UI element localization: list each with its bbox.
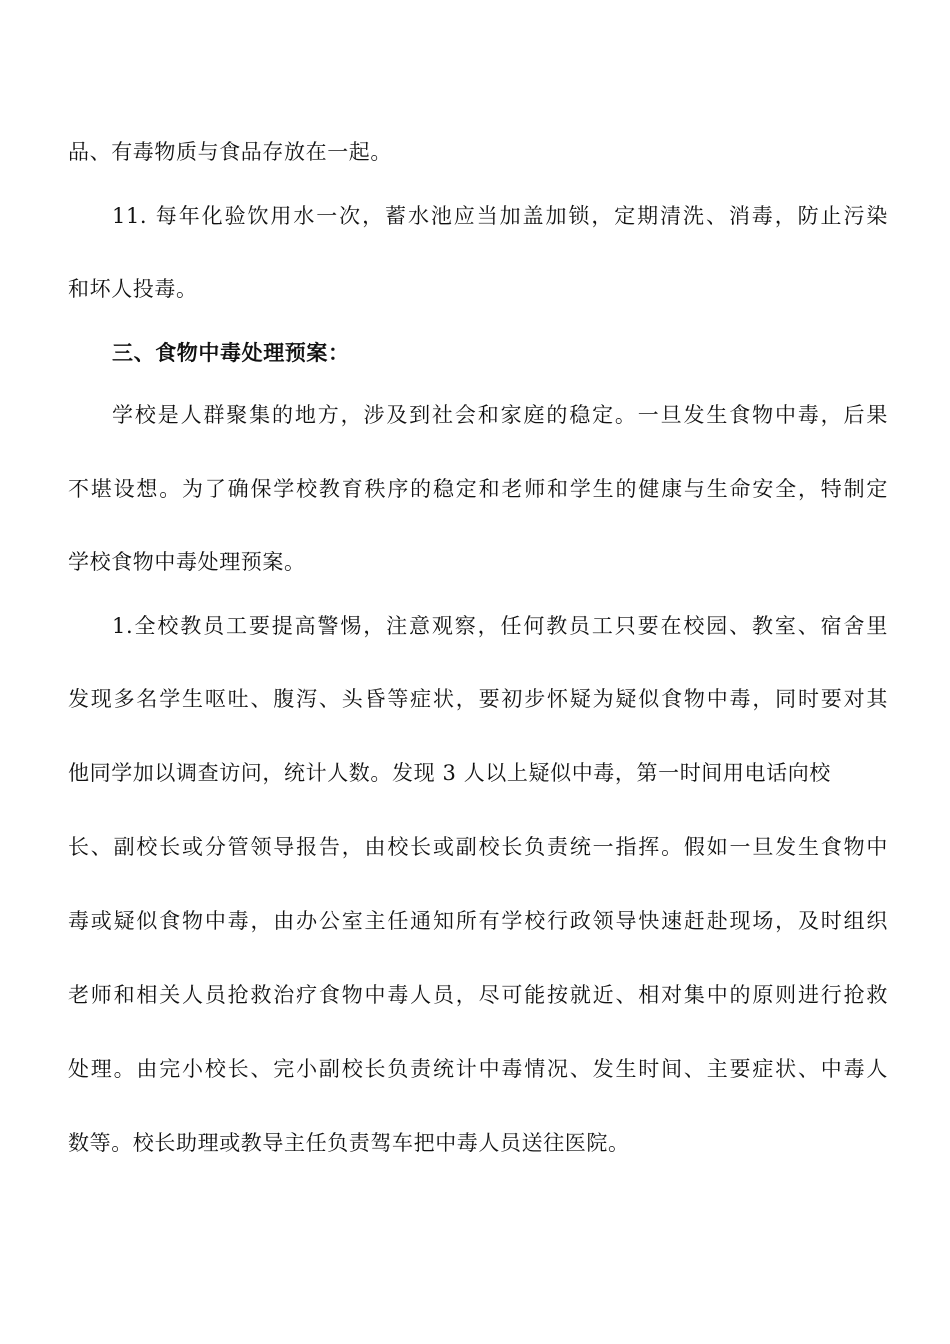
paragraph-line: 数等。校长助理或教导主任负责驾车把中毒人员送往医院。	[68, 1131, 630, 1155]
paragraph-line: 和坏人投毒。	[68, 277, 198, 301]
paragraph-line: 毒或疑似食物中毒，由办公室主任通知所有学校行政领导快速赶赴现场，及时组织	[68, 909, 888, 933]
paragraph-line: 长、副校长或分管领导报告，由校长或副校长负责统一指挥。假如一旦发生食物中	[68, 835, 888, 859]
paragraph-line: 品、有毒物质与食品存放在一起。	[68, 140, 392, 164]
section-heading: 三、食物中毒处理预案：	[112, 341, 350, 365]
paragraph-line: 处理。由完小校长、完小副校长负责统计中毒情况、发生时间、主要症状、中毒人	[68, 1057, 888, 1081]
paragraph-line: 11. 每年化验饮用水一次，蓄水池应当加盖加锁，定期清洗、消毒，防止污染	[112, 204, 888, 228]
paragraph-line: 不堪设想。为了确保学校教育秩序的稳定和老师和学生的健康与生命安全，特制定	[68, 477, 888, 501]
paragraph-line: 学校食物中毒处理预案。	[68, 550, 306, 574]
paragraph-line: 发现多名学生呕吐、腹泻、头昏等症状，要初步怀疑为疑似食物中毒，同时要对其	[68, 687, 888, 711]
paragraph-line: 老师和相关人员抢救治疗食物中毒人员，尽可能按就近、相对集中的原则进行抢救	[68, 983, 888, 1007]
paragraph-line: 他同学加以调查访问，统计人数。发现 3 人以上疑似中毒，第一时间用电话向校	[68, 761, 831, 785]
paragraph-line: 1.全校教员工要提高警惕，注意观察，任何教员工只要在校园、教室、宿舍里	[112, 614, 888, 638]
paragraph-line: 学校是人群聚集的地方，涉及到社会和家庭的稳定。一旦发生食物中毒，后果	[112, 403, 888, 427]
